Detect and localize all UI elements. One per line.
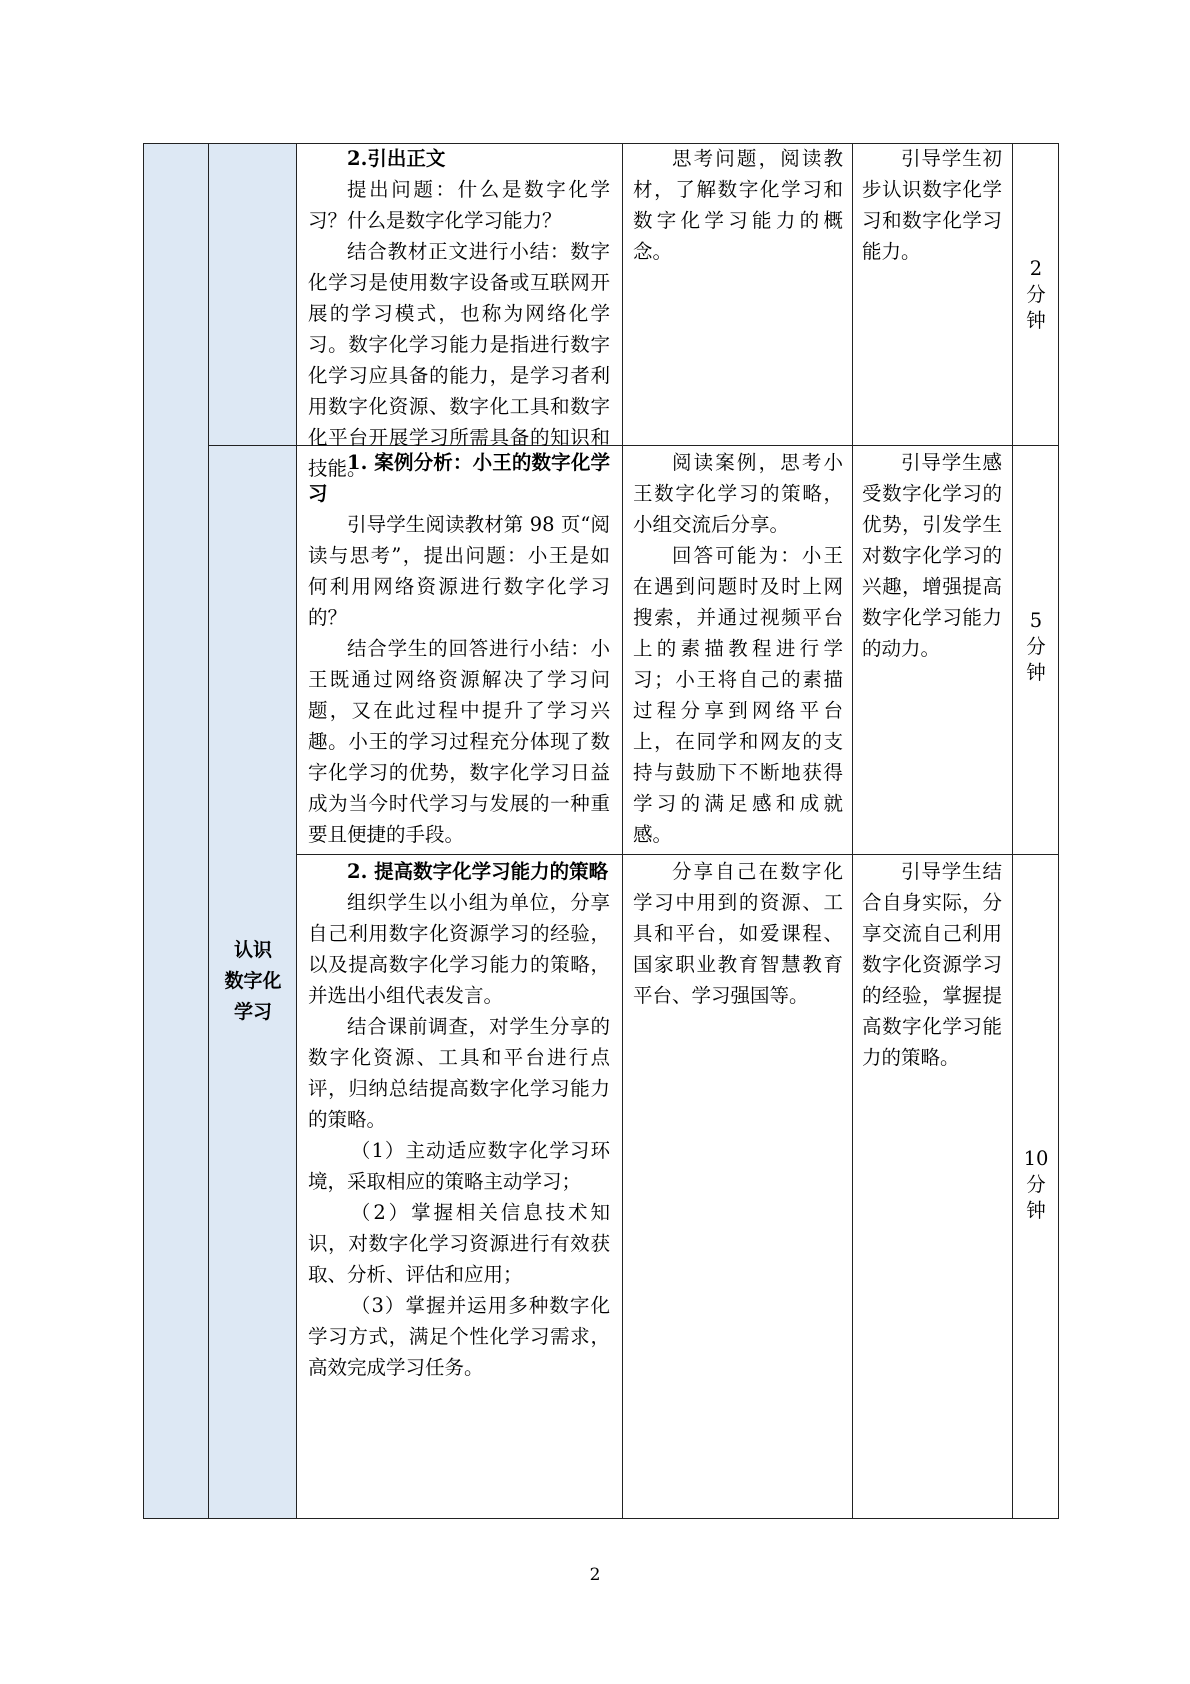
row2-student-cell [633,447,843,850]
row1-paragraph: 提出问题：什么是数字化学习？什么是数字化学习能力？ [308,178,610,232]
stage-label-line: 学习 [233,1001,272,1023]
row1-student-activity: 思考问题，阅读教材，了解数字化学习和数字化学习能力的概念。 [633,147,843,263]
row3-content-cell [308,856,610,1383]
table-vline [622,143,623,1518]
row1-student-cell [633,143,843,267]
row3-heading: 2. 提高数字化学习能力的策略 [347,860,609,883]
row2-time [1013,608,1059,686]
table-vline [208,143,209,1518]
time-value: 2 [1029,257,1043,280]
stage-label [209,935,297,1028]
row3-list-item: （3）掌握并运用多种数字化学习方式，满足个性化学习需求，高效完成学习任务。 [308,1294,610,1379]
time-value: 5 [1029,609,1043,632]
time-unit-char: 钟 [1026,309,1046,332]
row2-design-intent: 引导学生感受数字化学习的优势，引发学生对数字化学习的兴趣，增强提高数字化学习能力的动力。 [862,451,1002,660]
row1-paragraph: 结合教材正文进行小结：数字化学习是使用数字设备或互联网开展的学习模式，也称为网络化学习。数字化学习能力是指进行数字化学习应具备的能力，是学习者利用数字化资源、数字化工具和数字化平台开展学习所需具备的知识和技能。 [308,240,610,480]
row1-time [1013,256,1059,334]
row3-list-item: （2）掌握相关信息技术知识，对数字化学习资源进行有效获取、分析、评估和应用； [308,1201,610,1286]
row2-heading: 1. 案例分析：小王的数字化学习 [308,451,610,505]
substage-column-fill [208,143,296,1518]
row1-design-intent: 引导学生初步认识数字化学习和数字化学习能力。 [862,147,1002,263]
table-hline [296,854,1059,855]
row2-paragraph: 结合学生的回答进行小结：小王既通过网络资源解决了学习问题，又在此过程中提升了学习兴趣。小王的学习过程充分体现了数字化学习的优势，数字化学习日益成为当今时代学习与发展的一种重要且便捷的手段。 [308,637,610,846]
table-vline [1012,143,1013,1518]
table-vline [1058,143,1059,1518]
row1-heading: 2.引出正文 [347,147,446,170]
stage-label-line: 数字化 [224,970,282,992]
stage-column-fill [143,143,208,1518]
row3-intent-cell [862,856,1002,1073]
row1-content-cell [308,143,610,484]
row3-time [1013,1146,1059,1224]
row3-design-intent: 引导学生结合自身实际，分享交流自己利用数字化资源学习的经验，掌握提高数字化学习能力的策略。 [862,860,1002,1069]
row2-content-cell [308,447,610,850]
time-unit-char: 分 [1026,283,1046,306]
row2-intent-cell [862,447,1002,664]
row2-student-activity: 回答可能为：小王在遇到问题时及时上网搜索，并通过视频平台上的素描教程进行学习；小王将自己的素描过程分享到网络平台上，在同学和网友的支持与鼓励下不断地获得学习的满足感和成就感。 [633,544,843,846]
time-unit-char: 钟 [1026,661,1046,684]
row3-paragraph: 结合课前调查，对学生分享的数字化资源、工具和平台进行点评，归纳总结提高数字化学习能力的策略。 [308,1015,610,1131]
row3-paragraph: 组织学生以小组为单位，分享自己利用数字化资源学习的经验，以及提高数字化学习能力的策略，并选出小组代表发言。 [308,891,610,1007]
time-unit-char: 钟 [1026,1199,1046,1222]
row3-list-item: （1）主动适应数字化学习环境，采取相应的策略主动学习； [308,1139,610,1193]
row3-student-activity: 分享自己在数字化学习中用到的资源、工具和平台，如爱课程、国家职业教育智慧教育平台、学习强国等。 [633,860,843,1007]
row2-paragraph: 引导学生阅读教材第 98 页“阅读与思考”，提出问题：小王是如何利用网络资源进行数字化学习的？ [308,513,610,629]
stage-label-line: 认识 [233,939,272,961]
time-unit-char: 分 [1026,1173,1046,1196]
table-vline [143,143,144,1518]
row2-student-activity: 阅读案例，思考小王数字化学习的策略，小组交流后分享。 [633,451,843,536]
table-vline [852,143,853,1518]
table-hline [143,1518,1059,1519]
time-value: 10 [1023,1147,1049,1170]
row1-intent-cell [862,143,1002,267]
row3-student-cell [633,856,843,1011]
time-unit-char: 分 [1026,635,1046,658]
page-number: 2 [589,1565,601,1585]
table-vline [296,143,297,1518]
